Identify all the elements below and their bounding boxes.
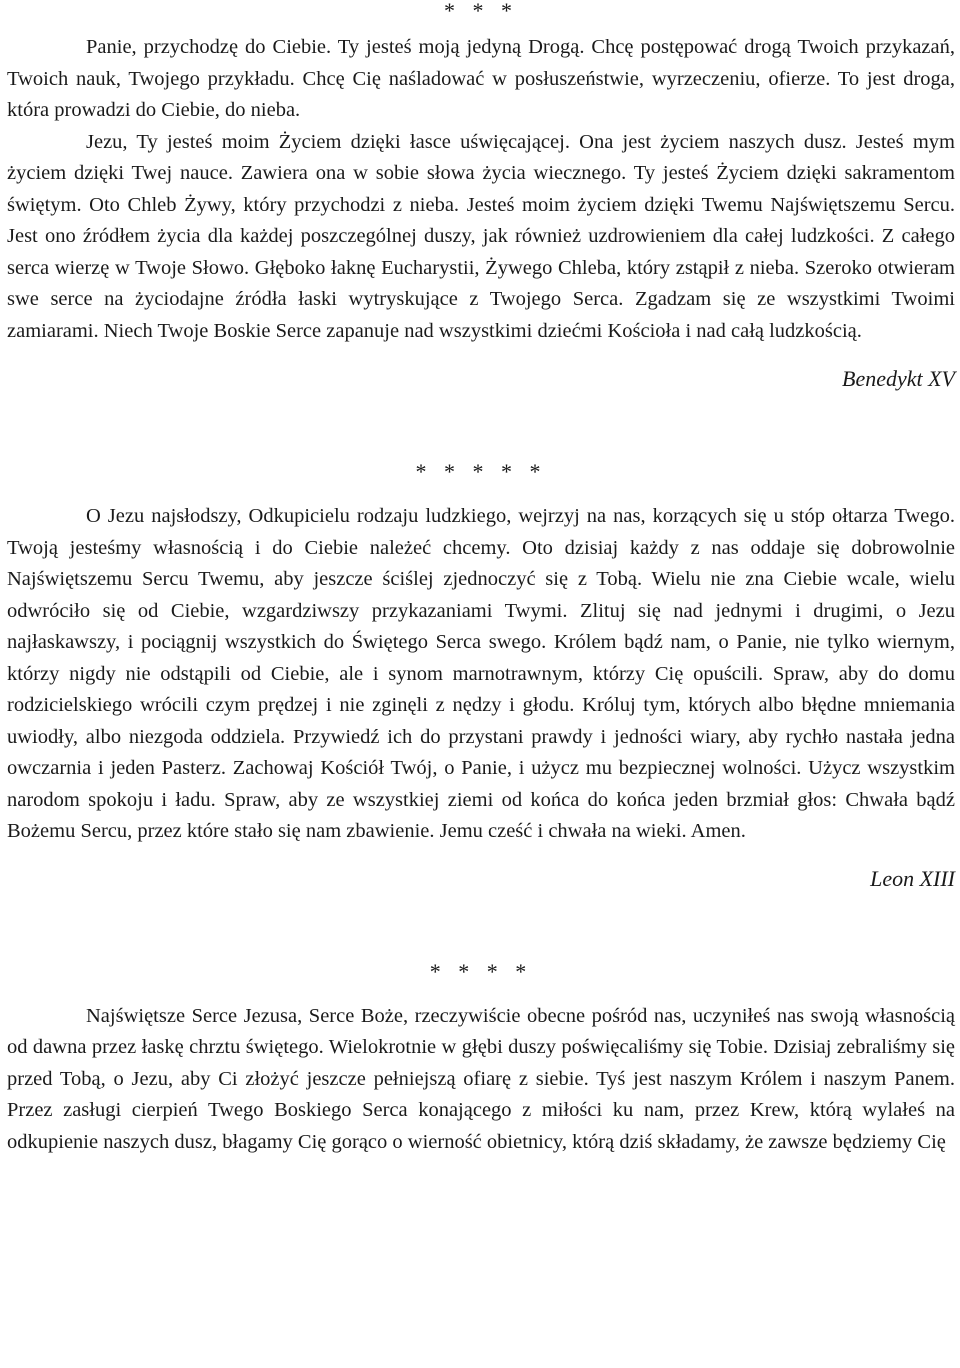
paragraph: Panie, przychodzę do Ciebie. Ty jesteś moją jedyną Drogą. Chcę postępować drogą Twoich przykazań, Twoich nauk, Twojego przykładu. Chcę Cię naśladować w posłuszeństwie, wyrzeczeniu, ofierze. To jest droga, która prowadzi do Ciebie, do nieba. [7,36,955,121]
paragraph: O Jezu najsłodszy, Odkupicielu rodzaju ludzkiego, wejrzyj na nas, korzących się u stóp ołtarza Twego. Twoją jesteśmy własnością i do Ciebie należeć chcemy. Oto dzisiaj każdy z nas oddaje się dobrowolnie Najświętszemu Sercu Twemu, aby jeszcze ściślej zjednoczyć się z Tobą. Wielu nie zna Ciebie wcale, wielu odwróciło się od Ciebie, wzgardziwszy przykazaniami Twymi. Zlituj się nad jednymi i drugimi, o Jezu najłaskawszy, i pociągnij wszystkich do Świętego Serca swego. Królem bądź nam, o Panie, nie tylko wiernym, którzy nigdy nie odstąpili od Ciebie, ale i synom marnotrawnym, którzy Cię opuścili. Spraw, aby do domu rodzicielskiego wrócili czym prędzej i nie zginęli z nędzy i głodu. Króluj tym, których albo błędne mniemania uwiodły, albo niezgoda oddziela. Przywiedź ich do przystani prawdy i jedności wiary, aby rychło nastała jedna owczarnia i jeden Pasterz. Zachowaj Kościół Twój, o Panie, i użycz mu bezpiecznej wolności. Użycz wszystkim narodom spokoju i ładu. Spraw, aby ze wszystkiej ziemi od końca do końca jeden brzmiał głos: Chwała bądź Bożemu Sercu, przez które stało się nam zbawienie. Jemu cześć i chwała na wieki. Amen. [7,505,955,842]
signature: Leon XIII [870,865,955,891]
section-separator: * * * * [429,958,533,984]
document-page [7,0,955,1158]
signature: Benedykt XV [842,366,955,391]
section-separator: * * * [444,0,518,23]
paragraph: Jezu, Ty jesteś moim Życiem dzięki łasce uświęcającej. Ona jest życiem naszych dusz. Jesteś mym życiem dzięki Twej nauce. Zawiera ona w sobie słowa życia wiecznego. Ty jesteś Życiem dzięki sakramentom świętym. Oto Chleb Żywy, który przychodzi z nieba. Jesteś moim życiem dzięki Twemu Najświętszemu Sercu. Jest ono źródłem życia dla każdej poszczególnej duszy, jak również uzdrowieniem dla całej ludzkości. Z całego serca wierzę w Twoje Słowo. Głęboko łaknę Eucharystii, Żywego Chleba, który zstąpił z nieba. Szeroko otwieram swe serce na życiodajne źródła łaski wytryskujące z Twojego Serca. Zgadzam się ze wszystkimi Twoimi zamiarami. Niech Twoje Boskie Serce zapanuje nad wszystkimi dziećmi Kościoła i nad całą ludzkością. [7,130,955,342]
paragraph: Najświętsze Serce Jezusa, Serce Boże, rzeczywiście obecne pośród nas, uczyniłeś nas swoją własnością od dawna przez łaskę chrztu świętego. Wielokrotnie w głębi duszy poświęcaliśmy się Tobie. Dzisiaj zebraliśmy się przed Tobą, o Jezu, aby Ci złożyć jeszcze pełniejszą ofiarę z siebie. Tyś jest naszym Królem i naszym Panem. Przez zasługi cierpień Twego Boskiego Serca konającego z miłości ku nam, przez Krew, którą wylałeś na odkupienie naszych dusz, błagamy Cię gorąco o wierność obietnicy, którą dziś składamy, że zawsze będziemy Cię [7,1004,955,1153]
section-separator: * * * * * [415,459,547,484]
